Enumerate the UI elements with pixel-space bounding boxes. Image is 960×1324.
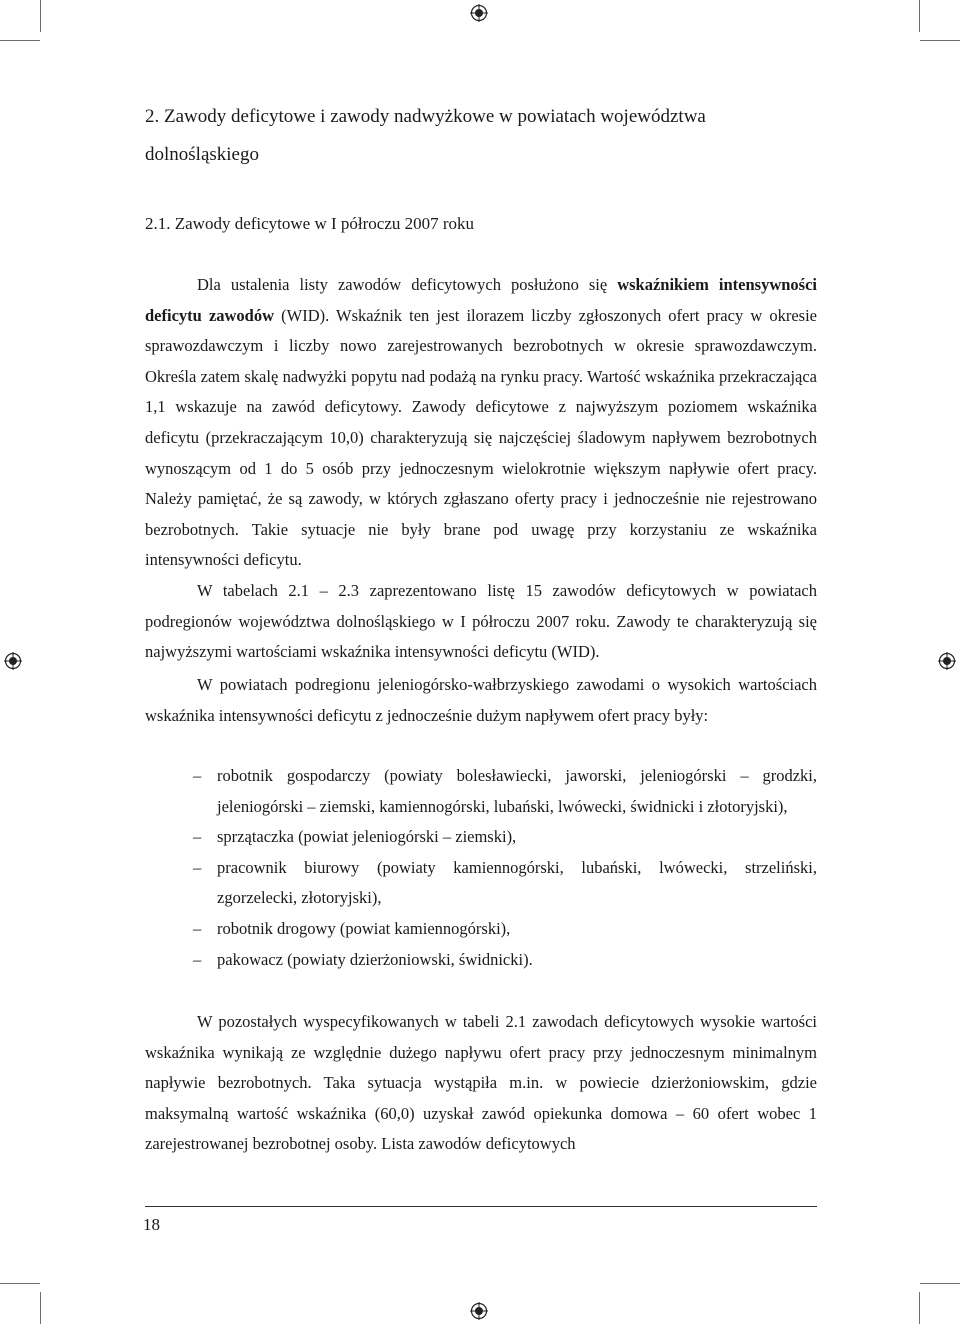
crop-mark: [919, 0, 920, 32]
list-item: [193, 945, 817, 976]
registration-mark-icon: [470, 1302, 488, 1320]
crop-mark: [920, 40, 960, 41]
list-dash: –: [193, 766, 202, 785]
list-item-text: pracownik biurowy (powiaty kamiennogórski, lubański, lwówecki, strzeliński, zgorzelecki, złotoryjski),: [217, 857, 817, 908]
list-dash: –: [193, 827, 202, 847]
crop-mark: [40, 1292, 41, 1324]
paragraph-text: W tabelach 2.1 – 2.3 zaprezentowano listę 15 zawodów deficytowych w powiatach podregionów województwa dolnośląskiego w I półroczu 2007 roku. Zawody te charakteryzują się najwyższymi wartościami wskaźnika intensywności deficytu (WID).: [145, 581, 817, 662]
registration-mark-icon: [470, 4, 488, 22]
list-item: [193, 853, 817, 914]
list-item-text: robotnik gospodarczy (powiaty bolesławiecki, jaworski, jeleniogórski – grodzki, jeleniogórski – ziemski, kamiennogórski, lubański, lwówecki, świdnicki i złotoryjski),: [217, 766, 817, 816]
crop-mark: [40, 0, 41, 32]
section-heading-line-1: 2. Zawody deficytowe i zawody nadwyżkowe w powiatach województwa: [145, 106, 706, 127]
paragraph-rest: (WID). Wskaźnik ten jest ilorazem liczby zgłoszonych ofert pracy w okresie sprawozdawczym i liczby nowo zarejestrowanych bezrobotnych w okresie sprawozdawczym. Określa zatem skalę nadwyżki popytu nad podażą na rynku pracy. Wartość wskaźnika przekraczająca 1,1 wskazuje na zawód deficytowy. Zawody deficytowe z najwyższym poziomem wskaźnika deficytu (przekraczającym 10,0) charakteryzują się najczęściej śladowym napływem bezrobotnych wynoszącym od 1 do 5 osób przy jednoczesnym wielokrotnie większym napływie ofert pracy. Należy pamiętać, że są zawody, w których zgłaszano oferty pracy i jednocześnie nie rejestrowano bezrobotnych. Takie sytuacje nie były brane pod uwagę przy korzystaniu ze wskaźnika intensywności deficytu.: [145, 305, 817, 570]
registration-mark-icon: [938, 652, 956, 670]
list-item: [193, 822, 817, 853]
section-heading-line-2: dolnośląskiego: [145, 144, 259, 165]
paragraph-other-occupations: [145, 1007, 817, 1160]
list-item: [193, 761, 817, 822]
paragraph-text: W pozostałych wyspecyfikowanych w tabeli 2.1 zawodach deficytowych wysokie wartości wskaźnika wynikają ze względnie dużego napływu ofert pracy przy jednoczesnym minimalnym napływie bezrobotnych. Taka sytuacja wystąpiła m.in. w powiecie dzierżoniowskim, gdzie maksymalną wartość wskaźnika (60,0) uzyskał zawód opiekunka domowa – 60 ofert wobec 1 zarejestrowanej bezrobotnej osoby. Lista zawodów deficytowych: [145, 1012, 817, 1154]
page-number: 18: [143, 1215, 160, 1234]
deficit-occupations-list: [193, 761, 817, 975]
paragraph-lead: Dla ustalenia listy zawodów deficytowych posłużono się: [197, 275, 618, 294]
registration-mark-icon: [4, 652, 22, 670]
list-item-text: robotnik drogowy (powiat kamiennogórski),: [217, 918, 511, 938]
list-item-text: pakowacz (powiaty dzierżoniowski, świdnicki).: [217, 949, 533, 969]
list-item-text: sprzątaczka (powiat jeleniogórski – ziemski),: [217, 827, 517, 847]
crop-mark: [0, 1283, 40, 1284]
crop-mark: [920, 1283, 960, 1284]
bold-term: wskaźnikiem intensywności deficytu zawodów: [145, 275, 817, 325]
paragraph-wid-definition: [145, 270, 817, 576]
footer-rule: [145, 1206, 817, 1207]
list-dash: –: [193, 918, 202, 938]
list-dash: –: [193, 949, 202, 969]
paragraph-subregion-intro: [145, 670, 817, 731]
subsection-heading: 2.1. Zawody deficytowe w I półroczu 2007 roku: [145, 214, 475, 233]
list-dash: –: [193, 857, 202, 877]
paragraph-tables-intro: [145, 576, 817, 668]
list-item: [193, 914, 817, 945]
paragraph-text: W powiatach podregionu jeleniogórsko-wałbrzyskiego zawodami o wysokich wartościach wskaźnika intensywności deficytu z jednocześnie dużym napływem ofert pracy były:: [145, 675, 817, 725]
crop-mark: [919, 1292, 920, 1324]
crop-mark: [0, 40, 40, 41]
